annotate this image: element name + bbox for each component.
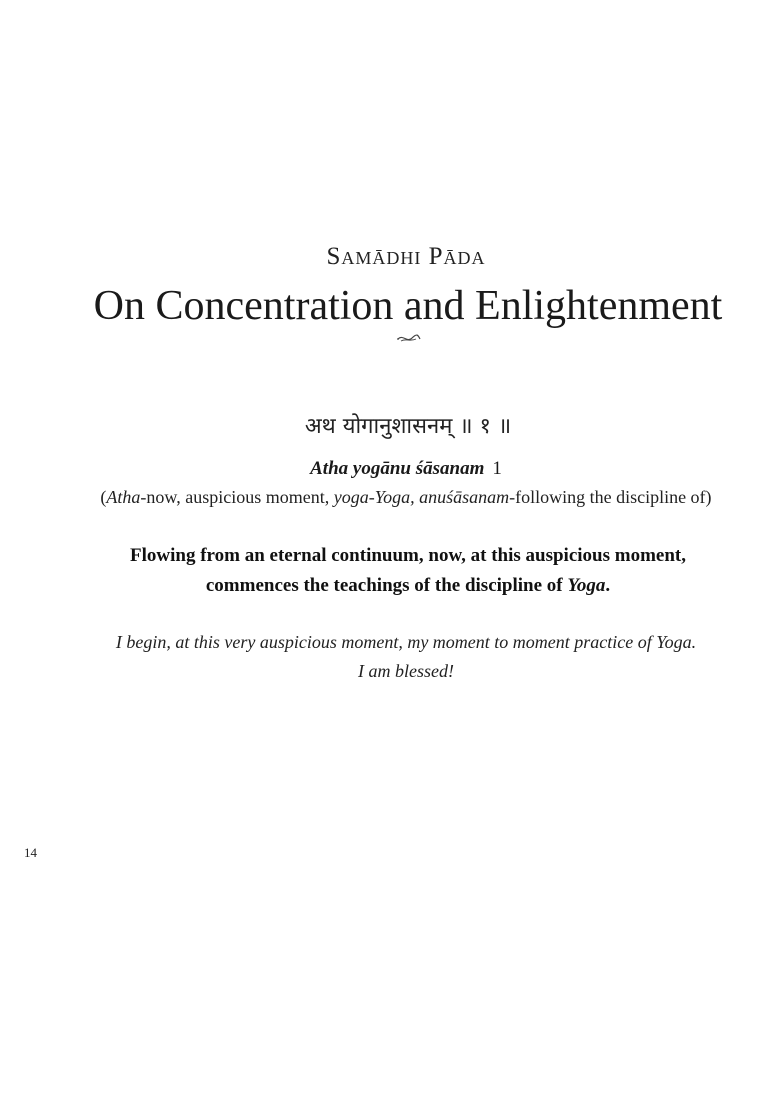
sutra-translation (0, 541, 780, 601)
swash-ornament-icon (396, 330, 422, 346)
sutra-number: 1 (492, 458, 502, 479)
page-number: 14 (24, 845, 37, 860)
gloss-def-anusasanam: -following the discipline of) (509, 487, 712, 507)
translation-line-1: Flowing from an eternal continuum, now, at this auspicious moment, (130, 545, 686, 566)
section-label: Samādhi Pāda (326, 243, 486, 270)
translation-line-2-suffix: . (605, 575, 611, 596)
gloss-def-atha: -now, auspicious moment, (140, 487, 334, 507)
chapter-title: On Concentration and Enlightenment (93, 283, 723, 329)
gloss-word-yoga: yoga-Yoga, anuśāsanam (333, 487, 510, 507)
translation-line-2-prefix: commences the teachings of the discipline of (205, 575, 568, 596)
sutra-reflection (0, 628, 780, 686)
gloss-word-atha: Atha (106, 487, 141, 507)
reflection-line-2: I am blessed! (358, 661, 454, 681)
sutra-devanagari: अथ योगानुशासनम् ॥ १ ॥ (304, 414, 512, 439)
word-gloss (0, 487, 780, 508)
gloss-open-paren: ( (100, 487, 107, 507)
sutra-transliteration: Atha yogānu śāsanam (310, 458, 485, 479)
translation-emphasis: Yoga (567, 575, 606, 596)
reflection-line-1: I begin, at this very auspicious moment, my moment to moment practice of Yoga. (115, 632, 697, 652)
sutra-transliteration-line (0, 458, 780, 480)
translation-line-2 (0, 571, 780, 601)
